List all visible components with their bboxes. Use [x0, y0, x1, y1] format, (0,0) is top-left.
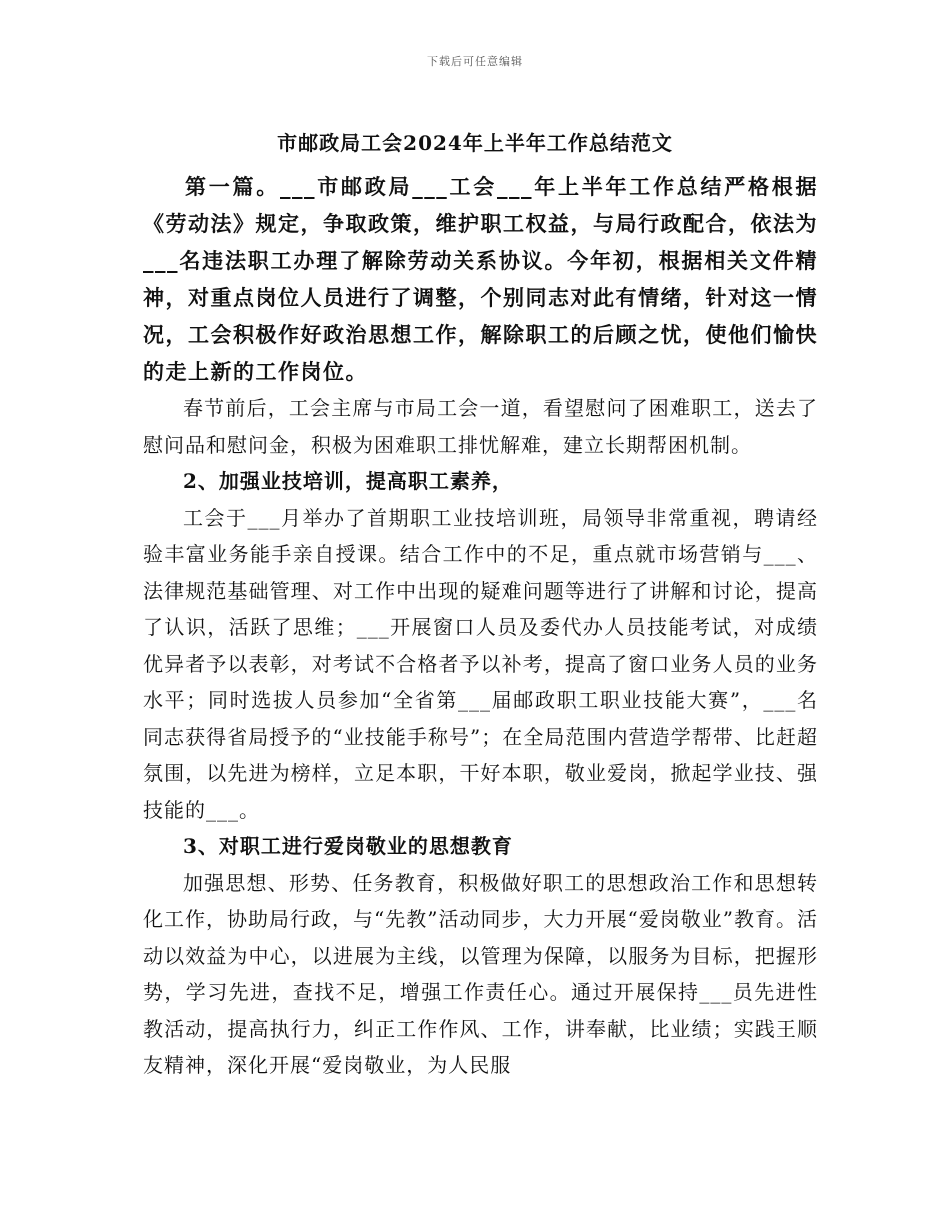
document-body	[143, 168, 818, 1084]
document-title: 市邮政局工会2024年上半年工作总结范文	[277, 131, 673, 155]
section-heading-training: 2、加强业技培训，提高职工素养，	[183, 469, 513, 493]
paragraph-intro: 第一篇。___市邮政局___工会___年上半年工作总结严格根据《劳动法》规定，争取政策，维护职工权益，与局行政配合，依法为___名违法职工办理了解除劳动关系协议。今年初，根据相关文件精神，对重点岗位人员进行了调整，个别同志对此有情绪，针对这一情况，工会积极作好政治思想工作，解除职工的后顾之忧，使他们愉快的走上新的工作岗位。	[143, 174, 818, 384]
section-heading-education: 3、对职工进行爱岗敬业的思想教育	[183, 834, 513, 858]
paragraph-education: 加强思想、形势、任务教育，积极做好职工的思想政治工作和思想转化工作，协助局行政，与“先教”活动同步，大力开展“爱岗敬业”教育。活动以效益为中心，以进展为主线，以管理为保障，以服务为目标，把握形势，学习先进，查找不足，增强工作责任心。通过开展保持___员先进性教活动，提高执行力，纠正工作作风、工作，讲奉献，比业绩；实践王顺友精神，深化开展“爱岗敬业，为人民服	[143, 870, 818, 1077]
paragraph-training: 工会于___月举办了首期职工业技培训班，局领导非常重视，聘请经验丰富业务能手亲自授课。结合工作中的不足，重点就市场营销与___、法律规范基础管理、对工作中出现的疑难问题等进行了讲解和讨论，提高了认识，活跃了思维；___开展窗口人员及委代办人员技能考试，对成绩优异者予以表彰，对考试不合格者予以补考，提高了窗口业务人员的业务水平；同时选拔人员参加“全省第___届邮政职工职业技能大赛”，___名同志获得省局授予的“业技能手称号”；在全局范围内营造学帮带、比赶超氛围，以先进为榜样，立足本职，干好本职，敬业爱岗，掀起学业技、强技能的___。	[143, 505, 818, 822]
header-note: 下载后可任意编辑	[427, 55, 523, 68]
paragraph-spring-festival: 春节前后，工会主席与市局工会一道，看望慰问了困难职工，送去了慰问品和慰问金，积极为困难职工排忧解难，建立长期帮困机制。	[143, 396, 818, 457]
